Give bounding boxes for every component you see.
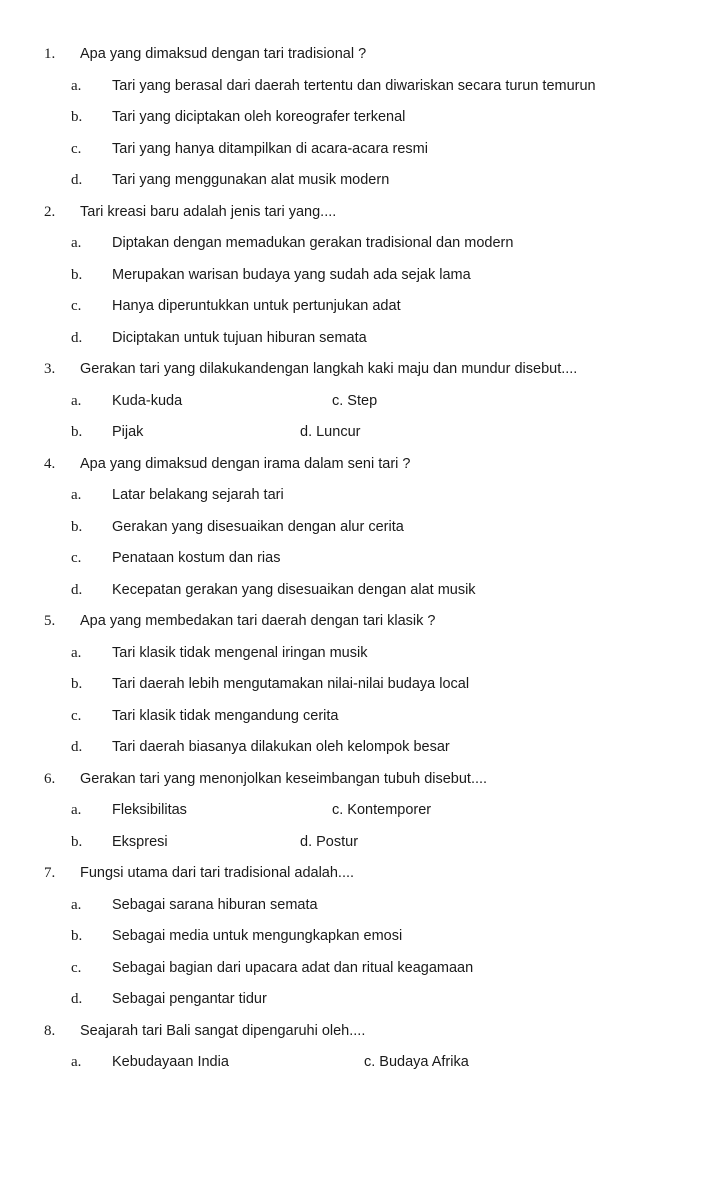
question-number: 6.	[44, 771, 56, 787]
option-text: Kuda-kuda	[112, 393, 183, 409]
option-text: Fleksibilitas	[112, 802, 187, 818]
option-text: Diptakan dengan memadukan gerakan tradisional dan modern	[112, 235, 514, 251]
option-letter: d.	[71, 739, 83, 755]
option-text: Tari yang hanya ditampilkan di acara-acara resmi	[112, 141, 428, 157]
option-letter: b.	[71, 267, 83, 283]
option-letter: a.	[71, 78, 82, 94]
question-text: Tari kreasi baru adalah jenis tari yang....	[80, 204, 337, 220]
option-letter: d.	[71, 991, 83, 1007]
option-text: Hanya diperuntukkan untuk pertunjukan adat	[112, 298, 401, 314]
option-text-right: c. Step	[332, 393, 378, 409]
option-text: Kecepatan gerakan yang disesuaikan dengan alat musik	[112, 582, 476, 598]
option-text-right: d. Postur	[300, 834, 359, 850]
option-text: Tari klasik tidak mengandung cerita	[112, 708, 339, 724]
option-text-right: c. Budaya Afrika	[364, 1054, 469, 1070]
question-text: Apa yang membedakan tari daerah dengan tari klasik ?	[80, 613, 436, 629]
question-number: 3.	[44, 361, 56, 377]
option-letter: c.	[71, 550, 82, 566]
option-text-right: c. Kontemporer	[332, 802, 432, 818]
question-text: Seajarah tari Bali sangat dipengaruhi oleh....	[80, 1023, 366, 1039]
option-letter: c.	[71, 708, 82, 724]
option-letter: a.	[71, 235, 82, 251]
option-text: Tari yang menggunakan alat musik modern	[112, 172, 390, 188]
option-letter: a.	[71, 393, 82, 409]
option-text: Sebagai sarana hiburan semata	[112, 897, 318, 913]
option-letter: b.	[71, 676, 83, 692]
question-number: 8.	[44, 1023, 56, 1039]
option-letter: a.	[71, 802, 82, 818]
option-text: Tari daerah biasanya dilakukan oleh kelompok besar	[112, 739, 450, 755]
option-letter: c.	[71, 960, 82, 976]
option-text: Ekspresi	[112, 834, 168, 850]
question-number: 7.	[44, 865, 56, 881]
option-text: Tari klasik tidak mengenal iringan musik	[112, 645, 368, 661]
option-text: Tari yang berasal dari daerah tertentu dan diwariskan secara turun temurun	[112, 78, 596, 94]
question-text: Apa yang dimaksud dengan irama dalam seni tari ?	[80, 456, 411, 472]
question-number: 4.	[44, 456, 56, 472]
option-letter: a.	[71, 897, 82, 913]
option-text: Sebagai pengantar tidur	[112, 991, 267, 1007]
option-letter: b.	[71, 834, 83, 850]
option-letter: d.	[71, 330, 83, 346]
option-letter: c.	[71, 298, 82, 314]
option-letter: b.	[71, 519, 83, 535]
option-text: Kebudayaan India	[112, 1054, 229, 1070]
question-text: Gerakan tari yang dilakukandengan langkah kaki maju dan mundur disebut....	[80, 361, 578, 377]
question-text: Fungsi utama dari tari tradisional adalah....	[80, 865, 355, 881]
question-number: 2.	[44, 204, 56, 220]
option-letter: d.	[71, 172, 83, 188]
option-letter: a.	[71, 645, 82, 661]
option-letter: c.	[71, 141, 82, 157]
option-letter: b.	[71, 424, 83, 440]
option-letter: a.	[71, 1054, 82, 1070]
option-text-right: d. Luncur	[300, 424, 361, 440]
option-letter: b.	[71, 109, 83, 125]
option-text: Tari yang diciptakan oleh koreografer terkenal	[112, 109, 406, 125]
option-letter: d.	[71, 582, 83, 598]
question-text: Gerakan tari yang menonjolkan keseimbangan tubuh disebut....	[80, 771, 488, 787]
option-letter: b.	[71, 928, 83, 944]
option-text: Sebagai media untuk mengungkapkan emosi	[112, 928, 403, 944]
option-text: Pijak	[112, 424, 144, 440]
question-text: Apa yang dimaksud dengan tari tradisional ?	[80, 46, 367, 62]
option-text: Penataan kostum dan rias	[112, 550, 281, 566]
option-text: Sebagai bagian dari upacara adat dan ritual keagamaan	[112, 960, 474, 976]
option-text: Latar belakang sejarah tari	[112, 487, 284, 503]
option-text: Gerakan yang disesuaikan dengan alur cerita	[112, 519, 404, 535]
question-number: 1.	[44, 46, 56, 62]
option-text: Tari daerah lebih mengutamakan nilai-nilai budaya local	[112, 676, 470, 692]
option-text: Merupakan warisan budaya yang sudah ada sejak lama	[112, 267, 471, 283]
option-letter: a.	[71, 487, 82, 503]
option-text: Diciptakan untuk tujuan hiburan semata	[112, 330, 367, 346]
question-number: 5.	[44, 613, 56, 629]
